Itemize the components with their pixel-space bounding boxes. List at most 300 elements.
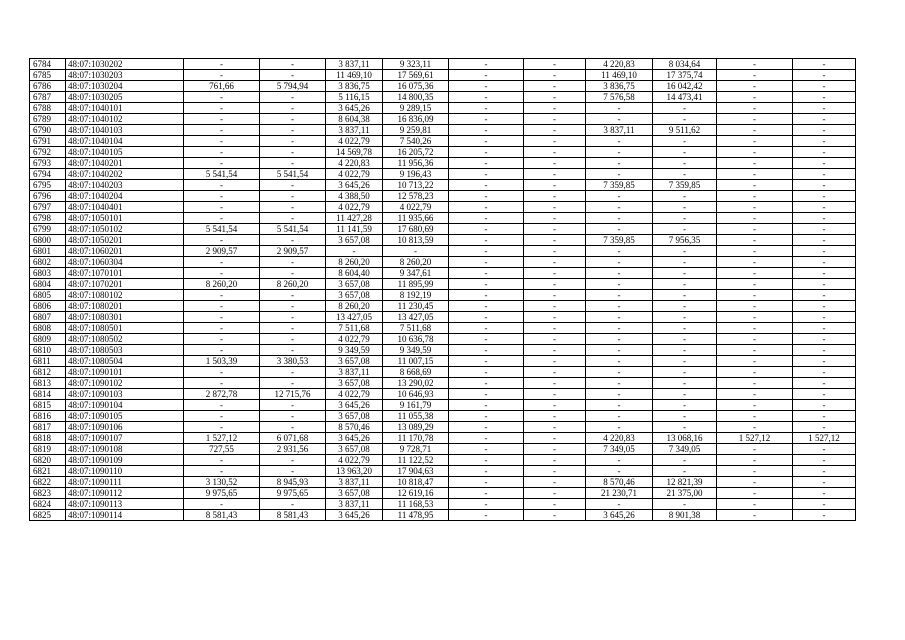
row-number-cell: 6794 <box>30 169 66 180</box>
row-number-cell: 6804 <box>30 279 66 290</box>
value-cell: - <box>717 279 793 290</box>
value-cell: - <box>717 268 793 279</box>
value-cell: - <box>524 158 586 169</box>
value-cell: - <box>717 389 793 400</box>
table-row <box>30 367 856 378</box>
value-cell: 3 837,11 <box>326 59 383 70</box>
value-cell: 13 427,05 <box>326 312 383 323</box>
value-cell: - <box>653 213 717 224</box>
value-cell: 2 931,56 <box>260 444 326 455</box>
value-cell: - <box>717 367 793 378</box>
value-cell: 16 205,72 <box>383 147 449 158</box>
value-cell: - <box>793 477 856 488</box>
table-row <box>30 279 856 290</box>
value-cell: 727,55 <box>184 444 260 455</box>
cadastral-number-cell: 48:07:1040204 <box>66 191 184 202</box>
cadastral-number-cell: 48:07:1080201 <box>66 301 184 312</box>
table-row <box>30 290 856 301</box>
row-number-cell: 6795 <box>30 180 66 191</box>
value-cell: - <box>793 147 856 158</box>
value-cell: - <box>524 147 586 158</box>
table-row <box>30 81 856 92</box>
row-number-cell: 6824 <box>30 499 66 510</box>
cadastral-number-cell: 48:07:1030202 <box>66 59 184 70</box>
value-cell: 5 794,94 <box>260 81 326 92</box>
value-cell: - <box>524 136 586 147</box>
value-cell: 8 570,46 <box>326 422 383 433</box>
cadastral-number-cell: 48:07:1040103 <box>66 125 184 136</box>
value-cell: - <box>449 510 524 521</box>
value-cell: 7 359,85 <box>653 180 717 191</box>
value-cell: 5 541,54 <box>184 224 260 235</box>
value-cell: - <box>260 466 326 477</box>
value-cell: 4 022,79 <box>326 202 383 213</box>
value-cell: 11 427,28 <box>326 213 383 224</box>
cadastral-number-cell: 48:07:1080504 <box>66 356 184 367</box>
cadastral-number-cell: 48:07:1090110 <box>66 466 184 477</box>
value-cell: - <box>449 191 524 202</box>
value-cell: 7 956,35 <box>653 235 717 246</box>
value-cell: - <box>524 488 586 499</box>
value-cell: - <box>524 246 586 257</box>
value-cell: - <box>524 345 586 356</box>
row-number-cell: 6813 <box>30 378 66 389</box>
value-cell: - <box>524 235 586 246</box>
value-cell: - <box>524 224 586 235</box>
value-cell: - <box>793 422 856 433</box>
value-cell: - <box>717 312 793 323</box>
table-row <box>30 488 856 499</box>
table-row <box>30 191 856 202</box>
row-number-cell: 6814 <box>30 389 66 400</box>
table-row <box>30 312 856 323</box>
value-cell: - <box>184 312 260 323</box>
value-cell: - <box>653 334 717 345</box>
value-cell: - <box>653 268 717 279</box>
value-cell: 11 956,36 <box>383 158 449 169</box>
value-cell: - <box>793 510 856 521</box>
value-cell: - <box>260 103 326 114</box>
cadastral-number-cell: 48:07:1030205 <box>66 92 184 103</box>
value-cell: - <box>449 466 524 477</box>
value-cell: - <box>524 378 586 389</box>
value-cell: - <box>260 191 326 202</box>
value-cell: - <box>793 213 856 224</box>
value-cell: - <box>449 477 524 488</box>
cadastral-number-cell: 48:07:1080503 <box>66 345 184 356</box>
value-cell: - <box>184 323 260 334</box>
value-cell: - <box>524 59 586 70</box>
value-cell: - <box>449 356 524 367</box>
value-cell: - <box>793 169 856 180</box>
value-cell: 3 657,08 <box>326 290 383 301</box>
row-number-cell: 6816 <box>30 411 66 422</box>
value-cell: 1 527,12 <box>717 433 793 444</box>
value-cell: - <box>717 169 793 180</box>
value-cell: - <box>586 290 653 301</box>
value-cell: - <box>586 279 653 290</box>
value-cell: - <box>260 312 326 323</box>
value-cell: 17 904,63 <box>383 466 449 477</box>
value-cell: - <box>184 257 260 268</box>
value-cell: - <box>449 488 524 499</box>
table-row <box>30 114 856 125</box>
value-cell: 5 541,54 <box>260 224 326 235</box>
value-cell: - <box>449 114 524 125</box>
value-cell: - <box>184 191 260 202</box>
value-cell: 9 728,71 <box>383 444 449 455</box>
cadastral-number-cell: 48:07:1070201 <box>66 279 184 290</box>
value-cell: 8 260,20 <box>184 279 260 290</box>
value-cell: - <box>793 180 856 191</box>
value-cell: - <box>524 301 586 312</box>
value-cell: - <box>449 246 524 257</box>
value-cell: 10 813,59 <box>383 235 449 246</box>
value-cell: - <box>793 345 856 356</box>
cadastral-number-cell: 48:07:1090101 <box>66 367 184 378</box>
table-row <box>30 356 856 367</box>
table-row <box>30 92 856 103</box>
value-cell: 4 388,50 <box>326 191 383 202</box>
row-number-cell: 6786 <box>30 81 66 92</box>
value-cell: - <box>653 169 717 180</box>
value-cell: - <box>184 147 260 158</box>
cadastral-number-cell: 48:07:1090108 <box>66 444 184 455</box>
value-cell: 3 837,11 <box>326 477 383 488</box>
value-cell: - <box>184 334 260 345</box>
value-cell: 7 511,68 <box>383 323 449 334</box>
value-cell: - <box>717 334 793 345</box>
value-cell: 3 837,11 <box>326 125 383 136</box>
cadastral-number-cell: 48:07:1060201 <box>66 246 184 257</box>
value-cell: - <box>793 81 856 92</box>
cadastral-number-cell: 48:07:1050101 <box>66 213 184 224</box>
cadastral-number-cell: 48:07:1030204 <box>66 81 184 92</box>
row-number-cell: 6792 <box>30 147 66 158</box>
value-cell: - <box>383 246 449 257</box>
value-cell: - <box>653 367 717 378</box>
value-cell: - <box>793 125 856 136</box>
value-cell: - <box>184 59 260 70</box>
cadastral-number-cell: 48:07:1040202 <box>66 169 184 180</box>
value-cell: - <box>793 378 856 389</box>
value-cell: - <box>184 367 260 378</box>
row-number-cell: 6810 <box>30 345 66 356</box>
value-cell: - <box>653 224 717 235</box>
value-cell: - <box>717 455 793 466</box>
value-cell: - <box>184 411 260 422</box>
value-cell: - <box>586 367 653 378</box>
value-cell: 17 569,61 <box>383 70 449 81</box>
value-cell: - <box>653 202 717 213</box>
value-cell: 17 680,69 <box>383 224 449 235</box>
row-number-cell: 6811 <box>30 356 66 367</box>
value-cell: - <box>717 499 793 510</box>
value-cell: - <box>586 389 653 400</box>
value-cell: - <box>524 290 586 301</box>
value-cell: 8 034,64 <box>653 59 717 70</box>
value-cell: - <box>260 334 326 345</box>
value-cell: - <box>653 103 717 114</box>
value-cell: 3 645,26 <box>326 180 383 191</box>
value-cell: - <box>793 191 856 202</box>
value-cell: 8 945,93 <box>260 477 326 488</box>
value-cell: - <box>524 422 586 433</box>
value-cell: - <box>717 103 793 114</box>
value-cell: - <box>717 488 793 499</box>
value-cell: - <box>524 367 586 378</box>
value-cell: - <box>653 411 717 422</box>
value-cell: 3 657,08 <box>326 356 383 367</box>
cadastral-number-cell: 48:07:1050201 <box>66 235 184 246</box>
table-row <box>30 499 856 510</box>
value-cell: - <box>717 510 793 521</box>
value-cell: - <box>184 70 260 81</box>
table-row <box>30 125 856 136</box>
value-cell: 7 349,05 <box>586 444 653 455</box>
value-cell: 7 576,58 <box>586 92 653 103</box>
value-cell: 13 963,20 <box>326 466 383 477</box>
row-number-cell: 6785 <box>30 70 66 81</box>
value-cell: - <box>793 59 856 70</box>
value-cell: 11 935,66 <box>383 213 449 224</box>
value-cell: - <box>793 411 856 422</box>
value-cell: - <box>260 323 326 334</box>
value-cell: - <box>184 301 260 312</box>
value-cell: - <box>449 444 524 455</box>
cadastral-number-cell: 48:07:1040203 <box>66 180 184 191</box>
value-cell: - <box>449 257 524 268</box>
value-cell: - <box>524 81 586 92</box>
value-cell: 11 055,38 <box>383 411 449 422</box>
cadastral-number-cell: 48:07:1030203 <box>66 70 184 81</box>
value-cell: 9 289,15 <box>383 103 449 114</box>
value-cell: - <box>717 466 793 477</box>
cadastral-number-cell: 48:07:1040101 <box>66 103 184 114</box>
value-cell: - <box>793 290 856 301</box>
value-cell: - <box>184 422 260 433</box>
table-row <box>30 169 856 180</box>
value-cell: - <box>260 400 326 411</box>
value-cell: - <box>653 499 717 510</box>
value-cell: - <box>260 158 326 169</box>
value-cell: 4 022,79 <box>326 136 383 147</box>
value-cell: - <box>586 323 653 334</box>
value-cell: - <box>524 169 586 180</box>
value-cell: - <box>260 455 326 466</box>
value-cell: 12 715,76 <box>260 389 326 400</box>
value-cell: 3 837,11 <box>586 125 653 136</box>
value-cell: - <box>524 499 586 510</box>
value-cell: 1 527,12 <box>184 433 260 444</box>
value-cell: - <box>653 257 717 268</box>
value-cell: - <box>717 180 793 191</box>
value-cell: - <box>586 301 653 312</box>
value-cell: - <box>449 59 524 70</box>
value-cell: 12 821,39 <box>653 477 717 488</box>
value-cell: 8 260,20 <box>326 257 383 268</box>
cadastral-number-cell: 48:07:1040102 <box>66 114 184 125</box>
value-cell: 9 975,65 <box>260 488 326 499</box>
table-row <box>30 224 856 235</box>
value-cell: - <box>717 59 793 70</box>
value-cell: 3 836,75 <box>586 81 653 92</box>
row-number-cell: 6817 <box>30 422 66 433</box>
cadastral-number-cell: 48:07:1090113 <box>66 499 184 510</box>
value-cell: - <box>717 290 793 301</box>
value-cell: - <box>449 235 524 246</box>
value-cell: - <box>524 279 586 290</box>
value-cell: - <box>586 345 653 356</box>
value-cell: - <box>524 411 586 422</box>
row-number-cell: 6789 <box>30 114 66 125</box>
value-cell: - <box>717 235 793 246</box>
value-cell: 11 168,53 <box>383 499 449 510</box>
cadastral-number-cell: 48:07:1040401 <box>66 202 184 213</box>
value-cell: - <box>260 257 326 268</box>
value-cell: - <box>793 455 856 466</box>
value-cell: - <box>449 422 524 433</box>
value-cell: - <box>260 213 326 224</box>
value-cell: - <box>449 455 524 466</box>
value-cell: - <box>717 411 793 422</box>
table-row <box>30 103 856 114</box>
row-number-cell: 6820 <box>30 455 66 466</box>
value-cell: - <box>524 257 586 268</box>
value-cell: - <box>184 180 260 191</box>
cadastral-number-cell: 48:07:1080301 <box>66 312 184 323</box>
cadastral-number-cell: 48:07:1040201 <box>66 158 184 169</box>
value-cell: - <box>184 268 260 279</box>
value-cell: - <box>524 356 586 367</box>
value-cell: - <box>184 235 260 246</box>
value-cell: 2 872,78 <box>184 389 260 400</box>
table-row <box>30 147 856 158</box>
table-row <box>30 136 856 147</box>
value-cell: - <box>449 334 524 345</box>
value-cell: 12 578,23 <box>383 191 449 202</box>
value-cell: 14 569,78 <box>326 147 383 158</box>
row-number-cell: 6802 <box>30 257 66 268</box>
value-cell: - <box>184 400 260 411</box>
value-cell: - <box>586 147 653 158</box>
value-cell: - <box>793 70 856 81</box>
value-cell: - <box>260 125 326 136</box>
value-cell: 4 220,83 <box>586 59 653 70</box>
value-cell: 7 359,85 <box>586 235 653 246</box>
value-cell: - <box>793 103 856 114</box>
value-cell: - <box>793 92 856 103</box>
row-number-cell: 6799 <box>30 224 66 235</box>
value-cell: 3 645,26 <box>326 400 383 411</box>
value-cell: - <box>449 367 524 378</box>
value-cell: 3 657,08 <box>326 378 383 389</box>
value-cell: - <box>653 279 717 290</box>
value-cell: 7 511,68 <box>326 323 383 334</box>
value-cell: - <box>524 103 586 114</box>
value-cell: - <box>524 114 586 125</box>
table-row <box>30 202 856 213</box>
value-cell: - <box>717 92 793 103</box>
row-number-cell: 6815 <box>30 400 66 411</box>
value-cell: - <box>260 114 326 125</box>
value-cell: - <box>524 268 586 279</box>
value-cell: 8 260,20 <box>260 279 326 290</box>
table-row <box>30 268 856 279</box>
value-cell: 3 836,75 <box>326 81 383 92</box>
value-cell: - <box>449 224 524 235</box>
value-cell: - <box>524 477 586 488</box>
value-cell: - <box>449 400 524 411</box>
value-cell: - <box>524 180 586 191</box>
value-cell: - <box>717 158 793 169</box>
value-cell: - <box>260 367 326 378</box>
cadastral-number-cell: 48:07:1080102 <box>66 290 184 301</box>
value-cell: - <box>524 510 586 521</box>
value-cell: - <box>184 92 260 103</box>
cadastral-number-cell: 48:07:1090112 <box>66 488 184 499</box>
value-cell: - <box>260 411 326 422</box>
value-cell: 8 581,43 <box>184 510 260 521</box>
value-cell: - <box>449 81 524 92</box>
value-cell: - <box>717 246 793 257</box>
cadastral-number-cell: 48:07:1040104 <box>66 136 184 147</box>
table-row <box>30 433 856 444</box>
value-cell: 4 022,79 <box>326 455 383 466</box>
row-number-cell: 6793 <box>30 158 66 169</box>
value-cell: 11 230,45 <box>383 301 449 312</box>
value-cell: - <box>586 213 653 224</box>
value-cell: - <box>184 499 260 510</box>
value-cell: - <box>653 323 717 334</box>
value-cell: 12 619,16 <box>383 488 449 499</box>
value-cell: - <box>717 81 793 92</box>
value-cell: - <box>260 301 326 312</box>
value-cell: - <box>793 235 856 246</box>
value-cell: - <box>449 290 524 301</box>
value-cell: - <box>586 466 653 477</box>
value-cell: - <box>717 202 793 213</box>
cadastral-number-cell: 48:07:1090107 <box>66 433 184 444</box>
value-cell: - <box>449 499 524 510</box>
value-cell: 11 469,10 <box>586 70 653 81</box>
value-cell: - <box>793 323 856 334</box>
value-cell: - <box>586 499 653 510</box>
row-number-cell: 6821 <box>30 466 66 477</box>
row-number-cell: 6808 <box>30 323 66 334</box>
value-cell: - <box>449 378 524 389</box>
value-cell: 13 290,02 <box>383 378 449 389</box>
value-cell: 21 230,71 <box>586 488 653 499</box>
value-cell: - <box>184 466 260 477</box>
row-number-cell: 6801 <box>30 246 66 257</box>
value-cell: 8 668,69 <box>383 367 449 378</box>
value-cell: - <box>653 114 717 125</box>
value-cell: - <box>793 499 856 510</box>
value-cell: 4 022,79 <box>326 169 383 180</box>
value-cell: - <box>524 444 586 455</box>
value-cell: 9 259,81 <box>383 125 449 136</box>
value-cell: 3 645,26 <box>326 510 383 521</box>
value-cell: - <box>653 147 717 158</box>
value-cell: - <box>524 202 586 213</box>
row-number-cell: 6784 <box>30 59 66 70</box>
cadastral-number-cell: 48:07:1090106 <box>66 422 184 433</box>
value-cell: - <box>586 136 653 147</box>
value-cell: - <box>586 356 653 367</box>
value-cell: - <box>793 334 856 345</box>
cadastral-data-table <box>29 58 856 521</box>
